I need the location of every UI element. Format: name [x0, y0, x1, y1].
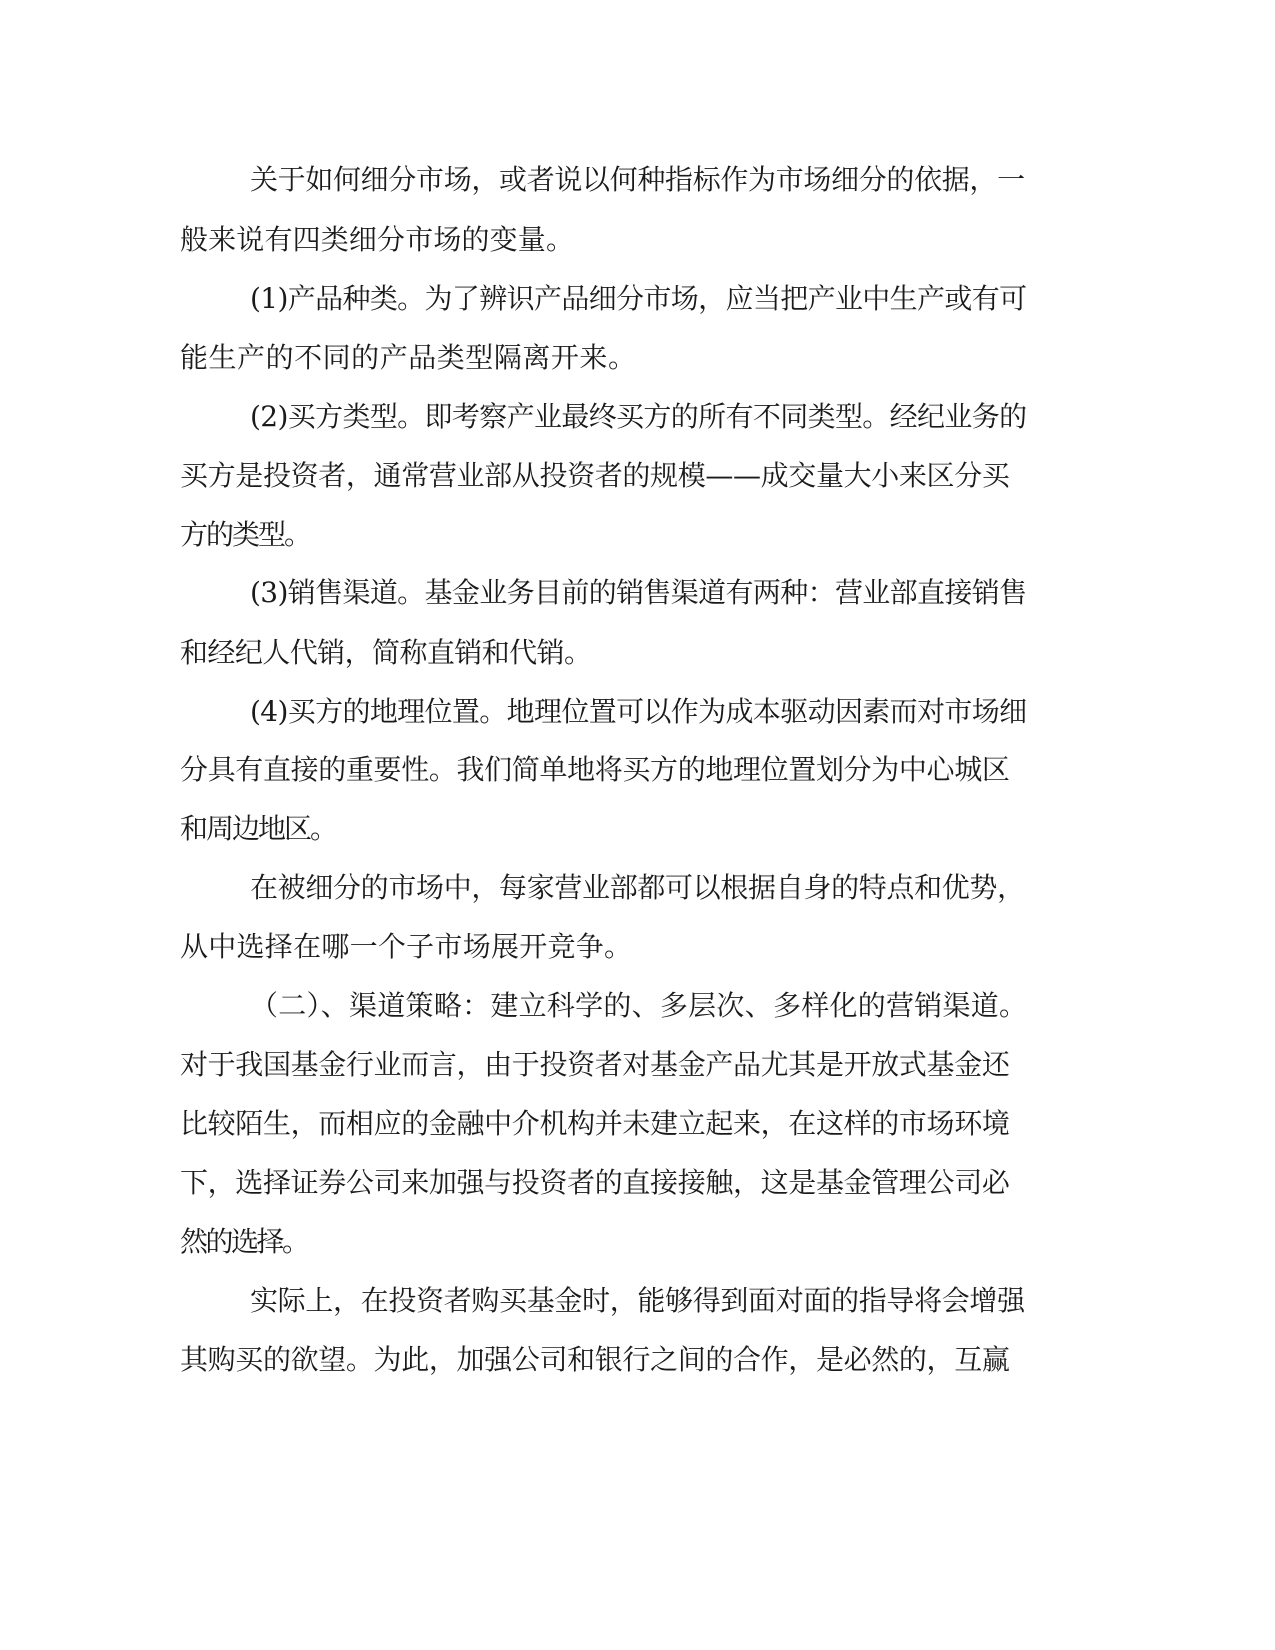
line-text: 对于我国基金行业而言，由于投资者对基金产品尤其是开放式基金还	[180, 1048, 1010, 1081]
line-text: 方的类型。	[180, 518, 311, 551]
text-line	[0, 692, 1275, 732]
text-line	[0, 868, 1275, 908]
line-text: 其购买的欲望。为此，加强公司和银行之间的合作，是必然的，互赢	[180, 1343, 1010, 1376]
text-line	[0, 986, 1275, 1026]
line-text: 和经纪人代销，简称直销和代销。	[180, 636, 592, 669]
text-line	[0, 397, 1275, 437]
text-line	[0, 1222, 1275, 1262]
text-line	[0, 927, 1275, 967]
text-line	[0, 279, 1275, 319]
line-text: 关于如何细分市场，或者说以何种指标作为市场细分的依据，一	[250, 163, 1025, 196]
line-text: (1)产品种类。为了辨识产品细分市场，应当把产业中生产或有可	[250, 282, 1027, 315]
text-line	[0, 456, 1275, 496]
line-text: 买方是投资者，通常营业部从投资者的规模——成交量大小来区分买	[180, 459, 1010, 492]
line-text: 下，选择证券公司来加强与投资者的直接接触，这是基金管理公司必	[180, 1166, 1010, 1199]
text-line	[0, 1163, 1275, 1203]
text-line	[0, 515, 1275, 555]
line-text: 能生产的不同的产品类型隔离开来。	[180, 341, 637, 374]
line-text: (3)销售渠道。基金业务目前的销售渠道有两种：营业部直接销售	[250, 576, 1027, 609]
line-text: 从中选择在哪一个子市场展开竞争。	[180, 930, 633, 963]
text-line	[0, 573, 1275, 613]
text-line	[0, 750, 1275, 790]
text-line	[0, 160, 1275, 200]
text-line	[0, 338, 1275, 378]
text-line	[0, 1104, 1275, 1144]
line-text: 般来说有四类细分市场的变量。	[180, 223, 575, 256]
line-text: （二）、渠道策略：建立科学的、多层次、多样化的营销渠道。	[250, 989, 1028, 1022]
line-text: (4)买方的地理位置。地理位置可以作为成本驱动因素而对市场细	[250, 695, 1027, 728]
line-text: 比较陌生，而相应的金融中介机构并未建立起来，在这样的市场环境	[180, 1107, 1010, 1140]
line-text: 实际上，在投资者购买基金时，能够得到面对面的指导将会增强	[250, 1284, 1025, 1317]
line-text: 在被细分的市场中，每家营业部都可以根据自身的特点和优势，	[250, 871, 1025, 904]
text-line	[0, 1281, 1275, 1321]
text-line	[0, 633, 1275, 673]
text-line	[0, 220, 1275, 260]
line-text: 和周边地区。	[180, 812, 337, 845]
text-line	[0, 809, 1275, 849]
text-line	[0, 1045, 1275, 1085]
line-text: 分具有直接的重要性。我们简单地将买方的地理位置划分为中心城区	[180, 753, 1010, 786]
line-text: (2)买方类型。即考察产业最终买方的所有不同类型。经纪业务的	[250, 400, 1027, 433]
line-text: 然的选择。	[180, 1225, 308, 1258]
text-line	[0, 1340, 1275, 1380]
